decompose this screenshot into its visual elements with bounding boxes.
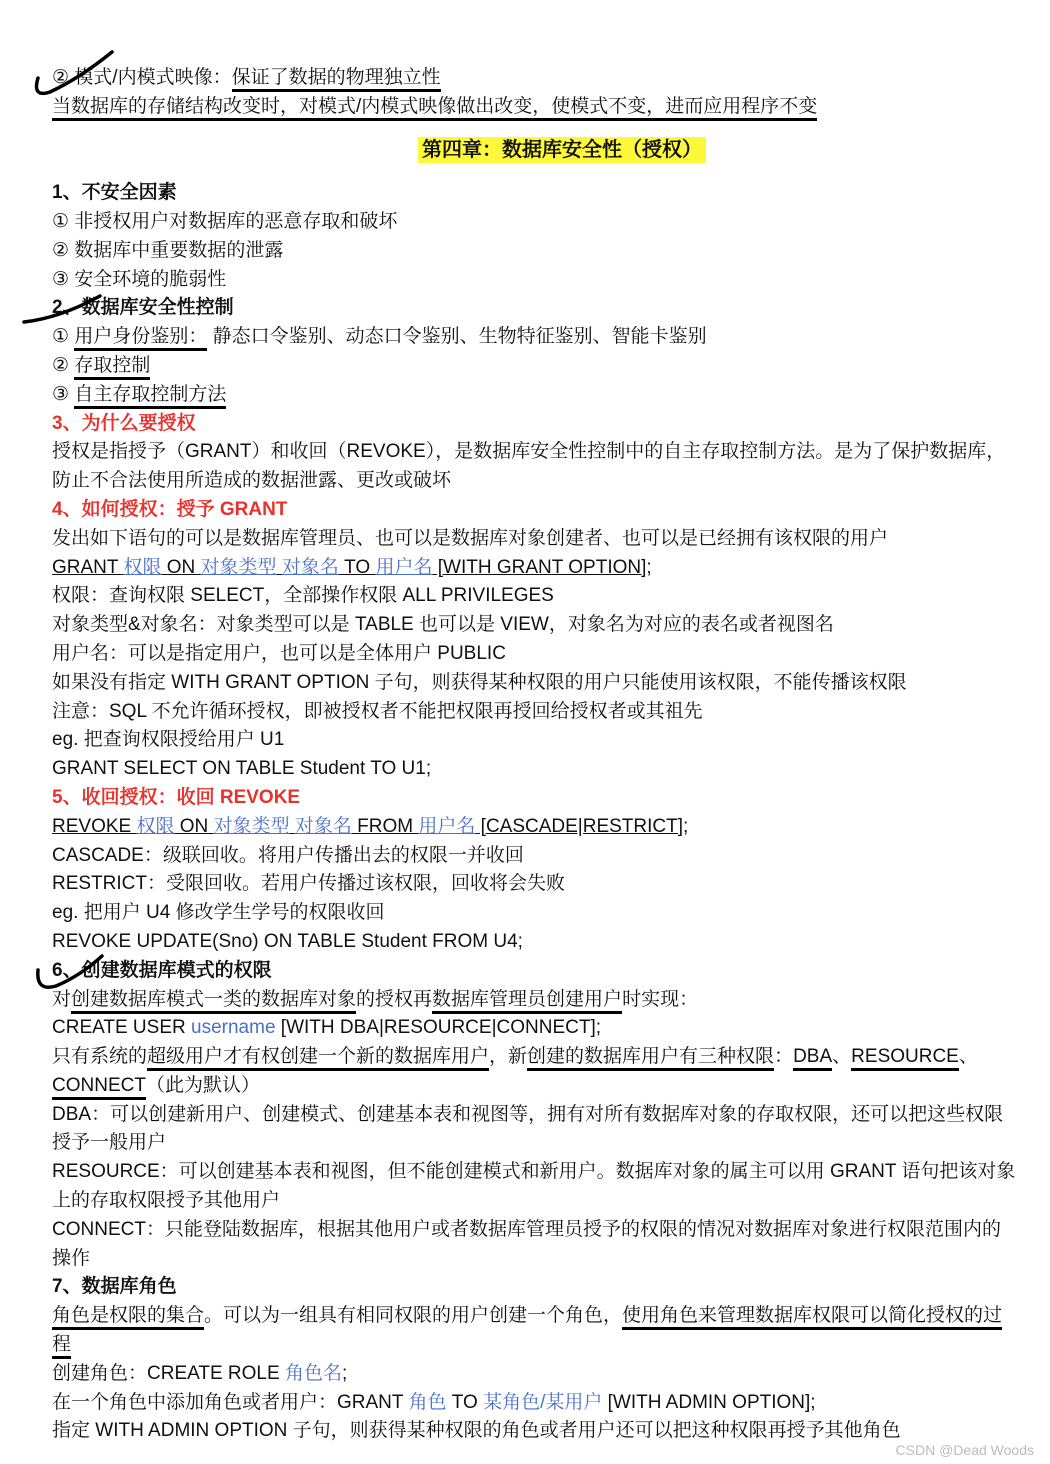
text-line	[52, 582, 1012, 611]
text-line	[52, 842, 1012, 871]
text-line	[52, 726, 1012, 755]
text-segment: RESOURCE：可以创建基本表和视图，但不能创建模式和新用户。数据库对象的属主可以用 GRANT 语句把该对象	[52, 1161, 1016, 1183]
text-segment: 发出如下语句的可以是数据库管理员、也可以是数据库对象创建者、也可以是已经拥有该权限的用户	[52, 527, 889, 549]
text-segment: [WITH DBA|RESOURCE|CONNECT];	[275, 1017, 602, 1039]
text-segment: ①	[52, 326, 75, 348]
text-line	[52, 294, 1012, 323]
text-segment: GRANT SELECT ON TABLE Student TO U1;	[52, 758, 432, 780]
watermark: CSDN @Dead Woods	[895, 1442, 1034, 1458]
placeholder-term: 某角色/某用户	[483, 1391, 603, 1413]
section-heading: 1、不安全因素	[52, 182, 177, 204]
text-line	[52, 957, 1012, 986]
text-segment: 、	[832, 1046, 852, 1068]
placeholder-term: 对象名	[294, 815, 352, 837]
text-line	[52, 496, 1012, 525]
text-segment: GRANT	[52, 556, 124, 578]
text-segment: 当数据库的存储结构改变时，对模式/内模式映像做出改变，使模式不变，进而应用程序不变	[52, 96, 817, 121]
text-line	[52, 928, 1012, 957]
text-segment: RESTRICT：受限回收。若用户传播过该权限，回收将会失败	[52, 873, 566, 895]
text-segment: ② 模式/内模式映像：	[52, 67, 232, 88]
text-segment: 角色是权限的集合	[52, 1305, 204, 1330]
text-segment: ②	[52, 354, 75, 376]
text-segment: FROM	[351, 815, 419, 837]
text-segment: 创建数据库模式一类的数据库对象	[71, 989, 356, 1014]
text-line	[52, 1129, 1012, 1158]
text-segment: ，新	[489, 1046, 528, 1068]
text-segment: ③	[52, 383, 75, 405]
text-line	[52, 870, 1012, 899]
section-heading: 5、收回授权：收回 REVOKE	[52, 786, 301, 808]
text-segment: ON	[174, 815, 214, 837]
text-line	[52, 1302, 1012, 1331]
text-segment: REVOKE	[52, 815, 137, 837]
text-segment: 、	[958, 1046, 978, 1068]
placeholder-term: 权限	[136, 815, 175, 837]
text-line	[52, 813, 1012, 842]
text-line	[52, 1389, 1012, 1418]
text-line	[52, 1158, 1016, 1187]
placeholder-term: 对象名	[281, 556, 339, 578]
text-line	[52, 266, 1012, 295]
text-segment: ② 数据库中重要数据的泄露	[52, 239, 284, 261]
text-segment: 创建的数据库用户有三种权限	[527, 1046, 774, 1071]
text-segment: 数据库管理员创建用户	[432, 989, 622, 1014]
text-segment: 保证了数据的物理独立性	[232, 67, 441, 92]
text-segment: 自主存取控制方法	[74, 384, 226, 409]
text-segment: 对	[52, 988, 72, 1010]
text-segment: 存取控制	[74, 355, 150, 380]
text-line	[52, 381, 1012, 410]
text-line	[52, 1417, 1012, 1446]
text-line	[52, 323, 1012, 352]
placeholder-term: 权限	[123, 556, 162, 578]
text-line	[52, 1187, 1012, 1216]
text-line	[52, 1072, 1012, 1101]
text-segment: DBA	[793, 1046, 832, 1071]
text-line	[52, 611, 1012, 640]
text-segment: 上的存取权限授予其他用户	[52, 1190, 281, 1212]
text-line	[52, 1360, 1012, 1389]
chapter-heading	[52, 122, 1012, 180]
placeholder-term: username	[191, 1017, 276, 1039]
text-line	[52, 1245, 1012, 1274]
text-line	[52, 986, 1012, 1015]
text-segment: 的授权再	[356, 988, 433, 1010]
text-segment: 权限：查询权限 SELECT，全部操作权限 ALL PRIVILEGES	[52, 585, 554, 607]
text-segment: TO	[446, 1391, 484, 1413]
text-segment: 。可以为一组具有相同权限的用户创建一个角色，	[204, 1305, 623, 1327]
text-segment: eg. 把用户 U4 修改学生学号的权限收回	[52, 902, 385, 924]
text-segment: [CASCADE|RESTRICT];	[475, 815, 689, 837]
text-segment: ③ 安全环境的脆弱性	[52, 268, 227, 290]
text-line	[52, 410, 1012, 439]
text-segment: 静态口令鉴别、动态口令鉴别、生物特征鉴别、智能卡鉴别	[207, 326, 707, 348]
text-line	[52, 179, 1012, 208]
text-segment: 授权是指授予（GRANT）和收回（REVOKE），是数据库安全性控制中的自主存取控制方法。是为了保护数据库，	[52, 441, 1006, 463]
text-segment: eg. 把查询权限授给用户 U1	[52, 729, 285, 751]
placeholder-term: 用户名	[418, 815, 476, 837]
text-line	[52, 784, 1012, 813]
text-segment: 程	[52, 1334, 71, 1359]
text-segment: 防止不合法使用所造成的数据泄露、更改或破坏	[52, 470, 452, 492]
text-segment: 在一个角色中添加角色或者用户：GRANT	[52, 1391, 409, 1413]
section-heading: 3、为什么要授权	[52, 412, 196, 434]
text-line	[52, 640, 1012, 669]
text-segment: 注意：SQL 不允许循环授权，即被授权者不能把权限再授回给授权者或其祖先	[52, 700, 703, 722]
text-line	[52, 1101, 1012, 1130]
text-line	[52, 899, 1012, 928]
text-segment: ON	[161, 556, 201, 578]
placeholder-term: 对象类型	[200, 556, 277, 578]
text-line	[52, 1331, 1012, 1360]
text-line	[52, 237, 1012, 266]
text-segment: ;	[341, 1362, 348, 1384]
section-heading: 2、数据库安全性控制	[52, 297, 234, 319]
section-heading: 4、如何授权：授予 GRANT	[52, 498, 288, 520]
chapter-title: 第四章：数据库安全性（授权）	[418, 137, 706, 163]
text-segment: [WITH ADMIN OPTION];	[602, 1391, 816, 1413]
text-segment: 指定 WITH ADMIN OPTION 子句，则获得某种权限的角色或者用户还可以把这种权限再授予其他角色	[52, 1420, 901, 1442]
text-segment: 用户身份鉴别：	[74, 326, 207, 351]
text-segment: ① 非授权用户对数据库的恶意存取和破坏	[52, 210, 398, 232]
placeholder-term: 角色	[408, 1391, 447, 1413]
text-line	[52, 1014, 1012, 1043]
text-segment: CASCADE：级联回收。将用户传播出去的权限一并收回	[52, 844, 524, 866]
text-line	[52, 93, 1012, 122]
text-line	[52, 1216, 1012, 1245]
text-segment: TO	[338, 556, 376, 578]
text-line	[52, 438, 1012, 467]
text-line	[52, 669, 1012, 698]
section-heading: 7、数据库角色	[52, 1276, 177, 1298]
text-line	[52, 352, 1012, 381]
text-segment: ：	[774, 1046, 794, 1068]
text-segment: CONNECT：只能登陆数据库，根据其他用户或者数据库管理员授予的权限的情况对数据库对象进行权限范围内的	[52, 1218, 1001, 1240]
placeholder-term: 对象类型	[213, 815, 290, 837]
placeholder-term: 角色名	[284, 1362, 342, 1384]
text-segment: CREATE USER	[52, 1017, 192, 1039]
text-line	[52, 64, 1012, 93]
text-line	[52, 208, 1012, 237]
text-segment: 时实现：	[622, 988, 699, 1010]
text-segment: 只有系统的	[52, 1046, 148, 1068]
text-segment: 授予一般用户	[52, 1132, 167, 1154]
text-segment: 使用角色来管理数据库权限可以简化授权的过	[622, 1305, 1002, 1330]
text-line	[52, 525, 1012, 554]
text-segment: 如果没有指定 WITH GRANT OPTION 子句，则获得某种权限的用户只能使用该权限，不能传播该权限	[52, 671, 907, 693]
text-segment: 用户名：可以是指定用户，也可以是全体用户 PUBLIC	[52, 642, 506, 664]
text-segment: DBA：可以创建新用户、创建模式、创建基本表和视图等，拥有对所有数据库对象的存取权限，还可以把这些权限	[52, 1103, 1004, 1125]
section-heading: 6、创建数据库模式的权限	[52, 959, 272, 981]
text-segment: 操作	[52, 1247, 91, 1269]
text-segment: 超级用户才有权创建一个新的数据库用户	[147, 1046, 489, 1071]
text-segment: 创建角色：CREATE ROLE	[52, 1362, 285, 1384]
text-line	[52, 467, 1012, 496]
placeholder-term: 用户名	[375, 556, 433, 578]
text-segment: 对象类型&对象名：对象类型可以是 TABLE 也可以是 VIEW，对象名为对应的表名或者视图名	[52, 614, 834, 636]
text-line	[52, 1273, 1012, 1302]
text-line	[52, 755, 1012, 784]
text-segment: RESOURCE	[851, 1046, 959, 1071]
text-line	[52, 554, 1012, 583]
text-segment: [WITH GRANT OPTION];	[432, 556, 652, 578]
text-segment: REVOKE UPDATE(Sno) ON TABLE Student FROM U4;	[52, 930, 523, 952]
text-segment: （此为默认）	[145, 1074, 260, 1096]
document-body	[52, 64, 1016, 1446]
text-segment: CONNECT	[52, 1075, 146, 1100]
text-line	[52, 1043, 1012, 1072]
text-line	[52, 698, 1012, 727]
